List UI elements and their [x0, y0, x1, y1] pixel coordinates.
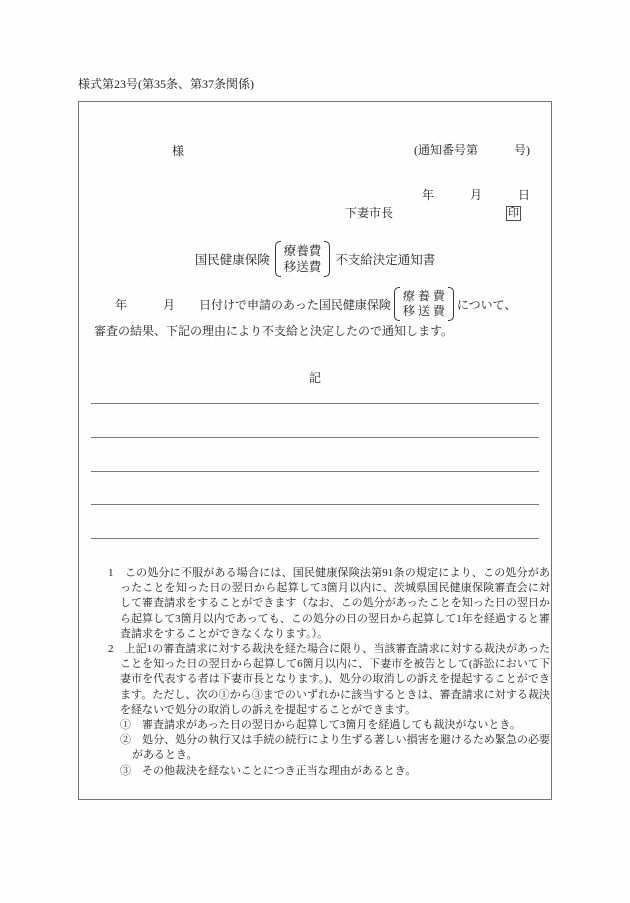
- note-subitem-2: ② 処分、処分の執行又は手続の続行により生ずる著しい損害を避けるため緊急の必要があるとき。: [120, 734, 550, 762]
- record-label: 記: [308, 371, 321, 385]
- note-subitem-3: ③ その他裁決を経ないことにつき正当な理由があるとき。: [120, 764, 417, 777]
- addressee-suffix: 様: [172, 144, 185, 158]
- form-number: 様式第23号(第35条、第37条関係): [78, 77, 254, 91]
- body-line-1: [94, 287, 539, 321]
- right-bracket-icon: [324, 241, 330, 277]
- body-bracket-bottom: 移 送 費: [402, 304, 445, 318]
- left-bracket-icon: [275, 241, 281, 277]
- document-frame: [78, 101, 552, 800]
- title-bracket-stack: [284, 241, 322, 277]
- right-bracket-icon: [448, 287, 454, 321]
- body-bracket-stack: [403, 287, 445, 321]
- title-prefix: 国民健康保険: [194, 253, 270, 267]
- title-bracket-bottom: 移送費: [283, 260, 322, 274]
- body-date-sentence-prefix: 年 月 日付けで申請のあった国民健康保険: [115, 297, 391, 312]
- notice-number-line: (通知番号第 号): [414, 143, 530, 157]
- document-title: [79, 239, 551, 279]
- reason-line-5: [91, 538, 539, 539]
- note-subitem-1: ① 審査請求があった日の翌日から起算して3箇月を経過しても裁決がないとき。: [120, 719, 521, 732]
- seal-mark: 印: [508, 206, 519, 219]
- reason-line-1: [91, 403, 539, 404]
- reason-line-2: [91, 437, 539, 438]
- note-item-2: 2 上記1の審査請求に対する裁決を経た場合に限り、当該審査請求に対する裁決があったことを知った日の翌日から起算して6箇月以内に、下妻市を被告として(訴訟において下妻市を代表する者は下妻市長となります。)、処分の取消しの訴えを提起することができます。ただし、次の①から③までのいずれかに該当するときは、審査請求に対する裁決を経ないで処分の取消しの訴えを提起することができます。: [108, 643, 550, 716]
- reason-line-4: [91, 504, 539, 505]
- appeal-notes: [108, 566, 550, 779]
- sender-name: 下妻市長: [345, 206, 394, 220]
- notice-date-line: 年 月 日: [421, 188, 530, 202]
- reason-line-3: [91, 471, 539, 472]
- body-bracket-group: [394, 287, 454, 321]
- left-bracket-icon: [394, 287, 400, 321]
- title-bracket-group: [275, 241, 331, 277]
- body-date-sentence-suffix: について、: [456, 297, 517, 312]
- body-bracket-top: 療 養 費: [402, 289, 445, 303]
- title-suffix: 不支給決定通知書: [335, 253, 436, 267]
- sender-row: [345, 205, 521, 221]
- body-line-2: 審査の結果、下記の理由により不支給と決定したので通知します。: [94, 324, 454, 338]
- note-item-1: 1 この処分に不服がある場合には、国民健康保険法第91条の規定により、この処分があったことを知った日の翌日から起算して3箇月以内に、茨城県国民健康保険審査会に対して審査請求をすることができます（なお、この処分があったことを知った日の翌日から起算して3箇月以内であっても、この処分の日の翌日から起算して1年を経過すると審査請求をすることができなくなります。）。: [108, 567, 550, 640]
- title-bracket-top: 療養費: [283, 244, 322, 258]
- body-paragraph: [94, 287, 539, 339]
